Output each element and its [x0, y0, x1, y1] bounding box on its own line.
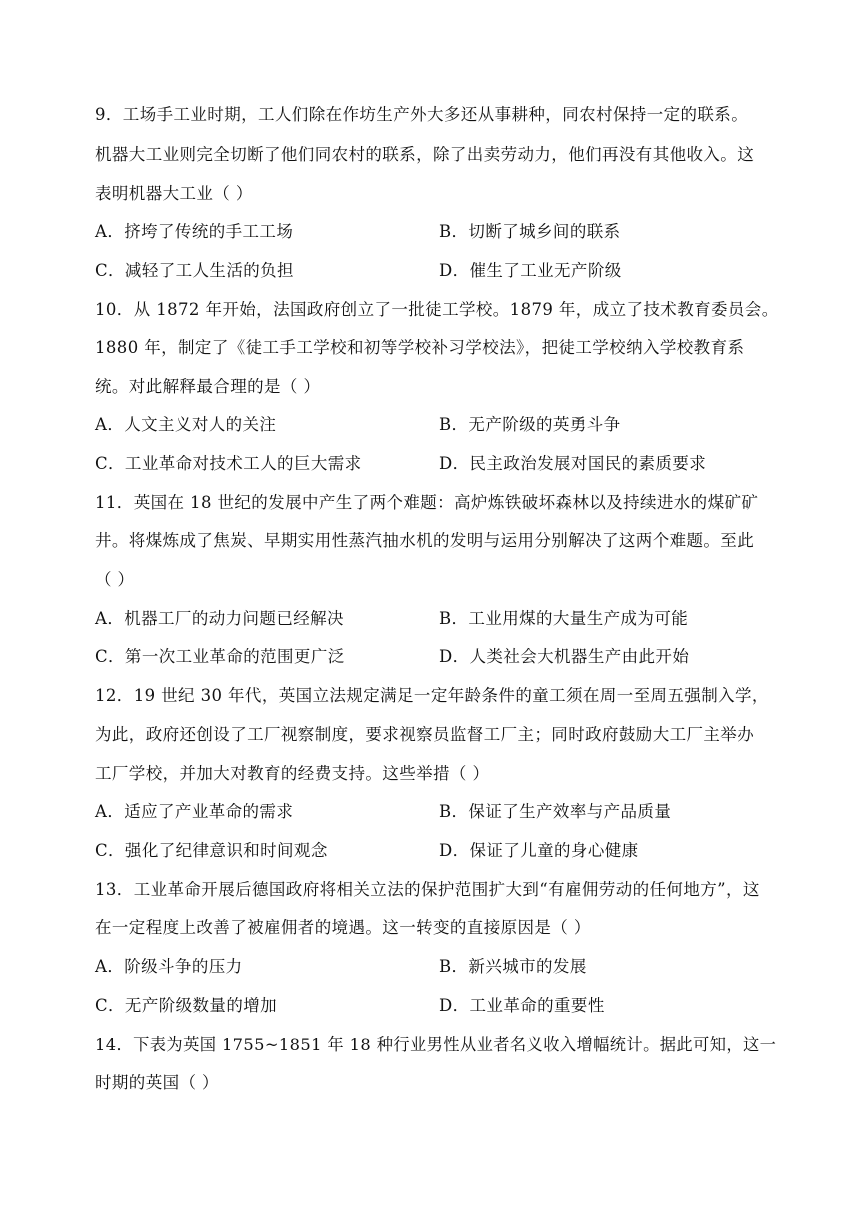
- question-13-option-a: A．阶级斗争的压力: [95, 957, 243, 976]
- question-13-line-1: 13．工业革命开展后德国政府将相关立法的保护范围扩大到“有雇佣劳动的任何地方”，这: [95, 880, 760, 899]
- question-12-line-1: 12．19 世纪 30 年代，英国立法规定满足一定年龄条件的童工须在周一至周五强制入学，: [95, 686, 769, 705]
- question-10-line-1: 10．从 1872 年开始，法国政府创立了一批徒工学校。1879 年，成立了技术教育委员会。: [95, 300, 779, 319]
- question-10-line-3: 统。对此解释最合理的是（ ）: [95, 377, 321, 396]
- question-11-line-3: （ ）: [95, 570, 135, 589]
- question-13-option-b: B．新兴城市的发展: [439, 957, 587, 976]
- question-13-line-2: 在一定程度上改善了被雇佣者的境遇。这一转变的直接原因是（ ）: [95, 918, 591, 937]
- question-9-line-1: 9．工场手工业时期，工人们除在作坊生产外大多还从事耕种，同农村保持一定的联系。: [95, 105, 749, 124]
- question-13-option-d: D．工业革命的重要性: [439, 996, 605, 1015]
- question-13-option-c: C．无产阶级数量的增加: [95, 996, 278, 1015]
- question-9-option-a: A．挤垮了传统的手工工场: [95, 222, 294, 241]
- question-12-option-d: D．保证了儿童的身心健康: [439, 841, 639, 860]
- question-9-option-c: C．减轻了工人生活的负担: [95, 261, 294, 280]
- question-11-option-c: C．第一次工业革命的范围更广泛: [95, 647, 345, 666]
- question-11-line-1: 11．英国在 18 世纪的发展中产生了两个难题：高炉炼铁破坏森林以及持续进水的煤矿矿: [95, 493, 759, 512]
- question-12-option-a: A．适应了产业革命的需求: [95, 802, 294, 821]
- question-9-option-d: D．催生了工业无产阶级: [439, 261, 622, 280]
- question-11-option-b: B．工业用煤的大量生产成为可能: [439, 609, 689, 628]
- question-10-line-2: 1880 年，制定了《徒工手工学校和初等学校补习学校法》，把徒工学校纳入学校教育系: [95, 338, 745, 357]
- question-9-line-2: 机器大工业则完全切断了他们同农村的联系，除了出卖劳动力，他们再没有其他收入。这: [95, 145, 755, 164]
- question-12-line-3: 工厂学校，并加大对教育的经费支持。这些举措（ ）: [95, 764, 490, 783]
- question-10-option-a: A．人文主义对人的关注: [95, 415, 277, 434]
- question-14-line-2: 时期的英国（ ）: [95, 1073, 219, 1092]
- question-11-option-d: D．人类社会大机器生产由此开始: [439, 647, 690, 666]
- question-11-line-2: 井。将煤炼成了焦炭、早期实用性蒸汽抽水机的发明与运用分别解决了这两个难题。至此: [95, 531, 755, 550]
- question-10-option-d: D．民主政治发展对国民的素质要求: [439, 454, 707, 473]
- question-12-line-2: 为此，政府还创设了工厂视察制度，要求视察员监督工厂主；同时政府鼓励大工厂主举办: [95, 725, 755, 744]
- question-10-option-c: C．工业革命对技术工人的巨大需求: [95, 454, 362, 473]
- question-12-option-c: C．强化了纪律意识和时间观念: [95, 841, 328, 860]
- question-11-option-a: A．机器工厂的动力问题已经解决: [95, 609, 344, 628]
- question-14-line-1: 14．下表为英国 1755~1851 年 18 种行业男性从业者名义收入增幅统计。据此可知，这一: [95, 1035, 777, 1054]
- question-9-line-3: 表明机器大工业（ ）: [95, 184, 253, 203]
- question-9-option-b: B．切断了城乡间的联系: [439, 222, 621, 241]
- question-12-option-b: B．保证了生产效率与产品质量: [439, 802, 672, 821]
- question-10-option-b: B．无产阶级的英勇斗争: [439, 415, 621, 434]
